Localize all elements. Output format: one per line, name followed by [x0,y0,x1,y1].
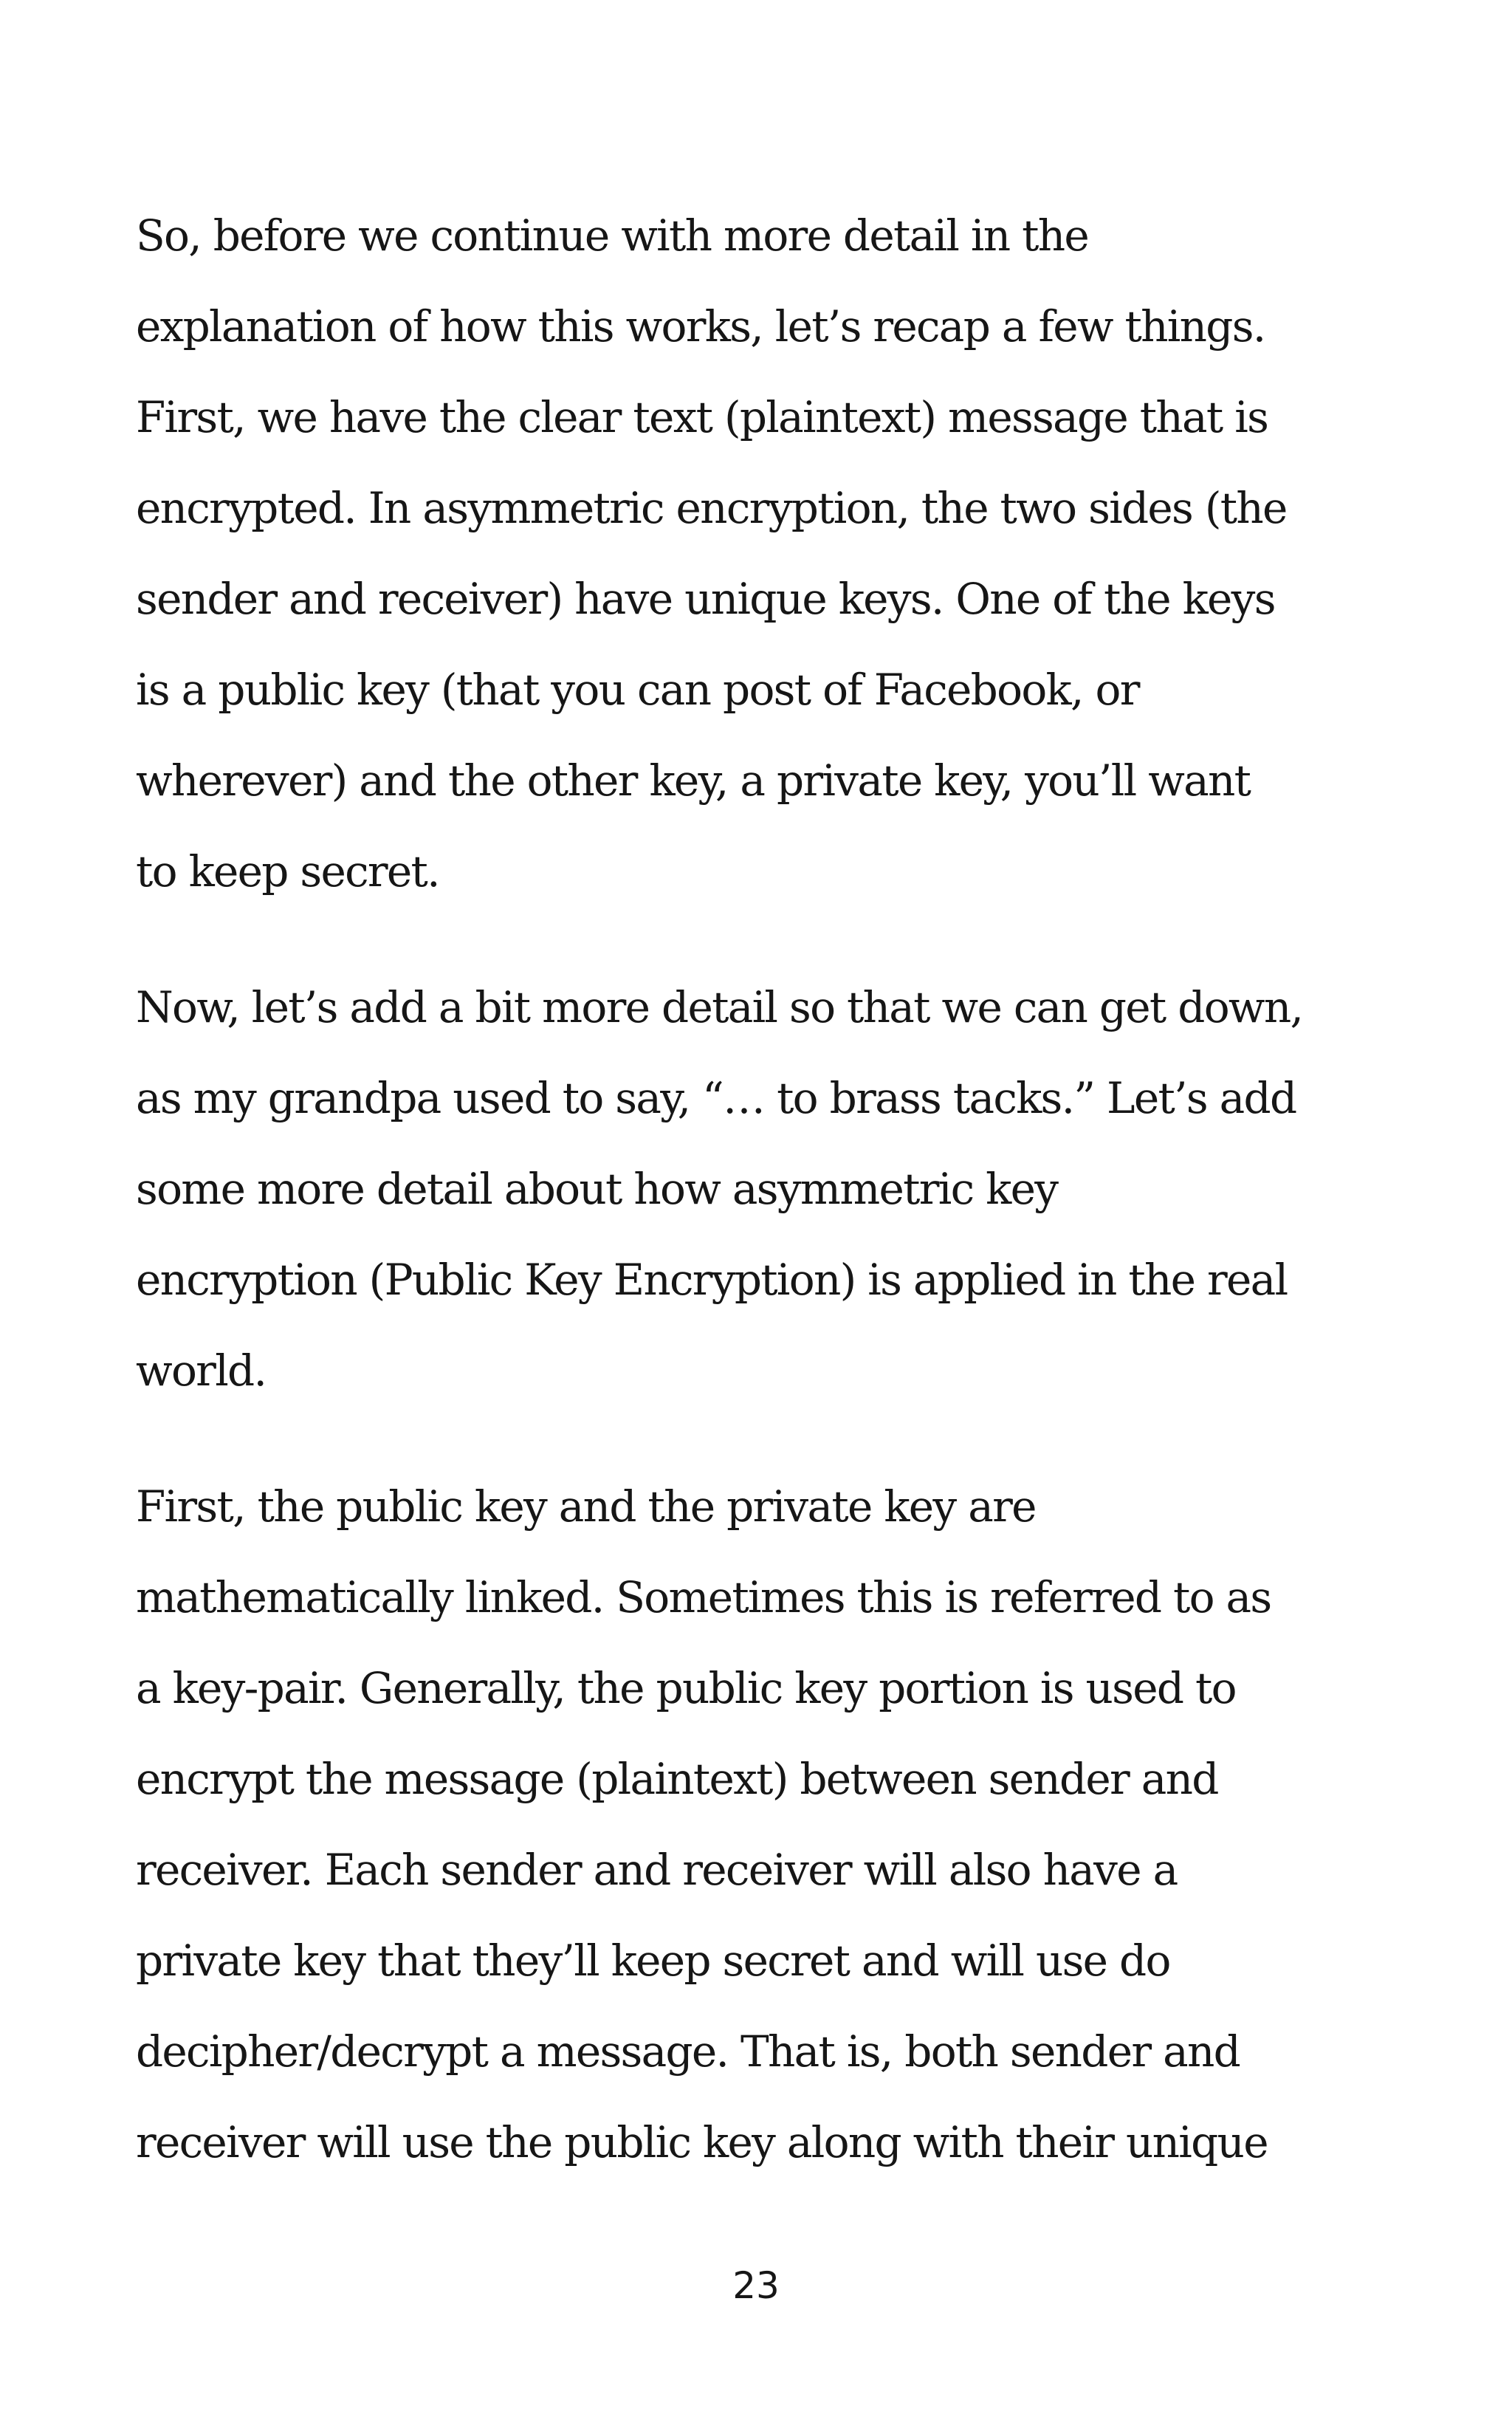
text-line: receiver will use the public key along with their unique [136,2117,1268,2167]
text-line: a key-pair. Generally, the public key portion is used to [136,1663,1236,1713]
text-line: So, before we continue with more detail in the [136,210,1089,261]
text-line: wherever) and the other key, a private key, you’ll want [136,755,1251,806]
text-line: some more detail about how asymmetric key [136,1164,1058,1214]
text-line: world. [136,1346,267,1396]
text-line: is a public key (that you can post of Facebook, or [136,665,1139,715]
paragraph-key-pair [136,1461,1391,2188]
text-line: encrypted. In asymmetric encryption, the two sides (the [136,483,1287,533]
text-line: explanation of how this works, let’s recap a few things. [136,301,1265,352]
text-line: decipher/decrypt a message. That is, both sender and [136,2026,1240,2077]
text-line: First, the public key and the private key are [136,1481,1036,1532]
text-line: receiver. Each sender and receiver will also have a [136,1845,1178,1895]
text-line: private key that they’ll keep secret and will use do [136,1936,1170,1986]
text-line: mathematically linked. Sometimes this is referred to as [136,1572,1271,1622]
page-number: 23 [732,2264,780,2307]
body-text [136,191,1391,2233]
text-line: First, we have the clear text (plaintext) message that is [136,392,1268,442]
paragraph-recap [136,191,1391,917]
paragraph-more-detail [136,962,1391,1416]
text-line: as my grandpa used to say, “… to brass tacks.” Let’s add [136,1073,1296,1123]
text-line: encryption (Public Key Encryption) is applied in the real [136,1255,1288,1305]
text-line: encrypt the message (plaintext) between sender and [136,1754,1218,1804]
text-line: sender and receiver) have unique keys. One of the keys [136,574,1275,624]
text-line: Now, let’s add a bit more detail so that we can get down, [136,982,1303,1032]
text-line: to keep secret. [136,846,439,897]
